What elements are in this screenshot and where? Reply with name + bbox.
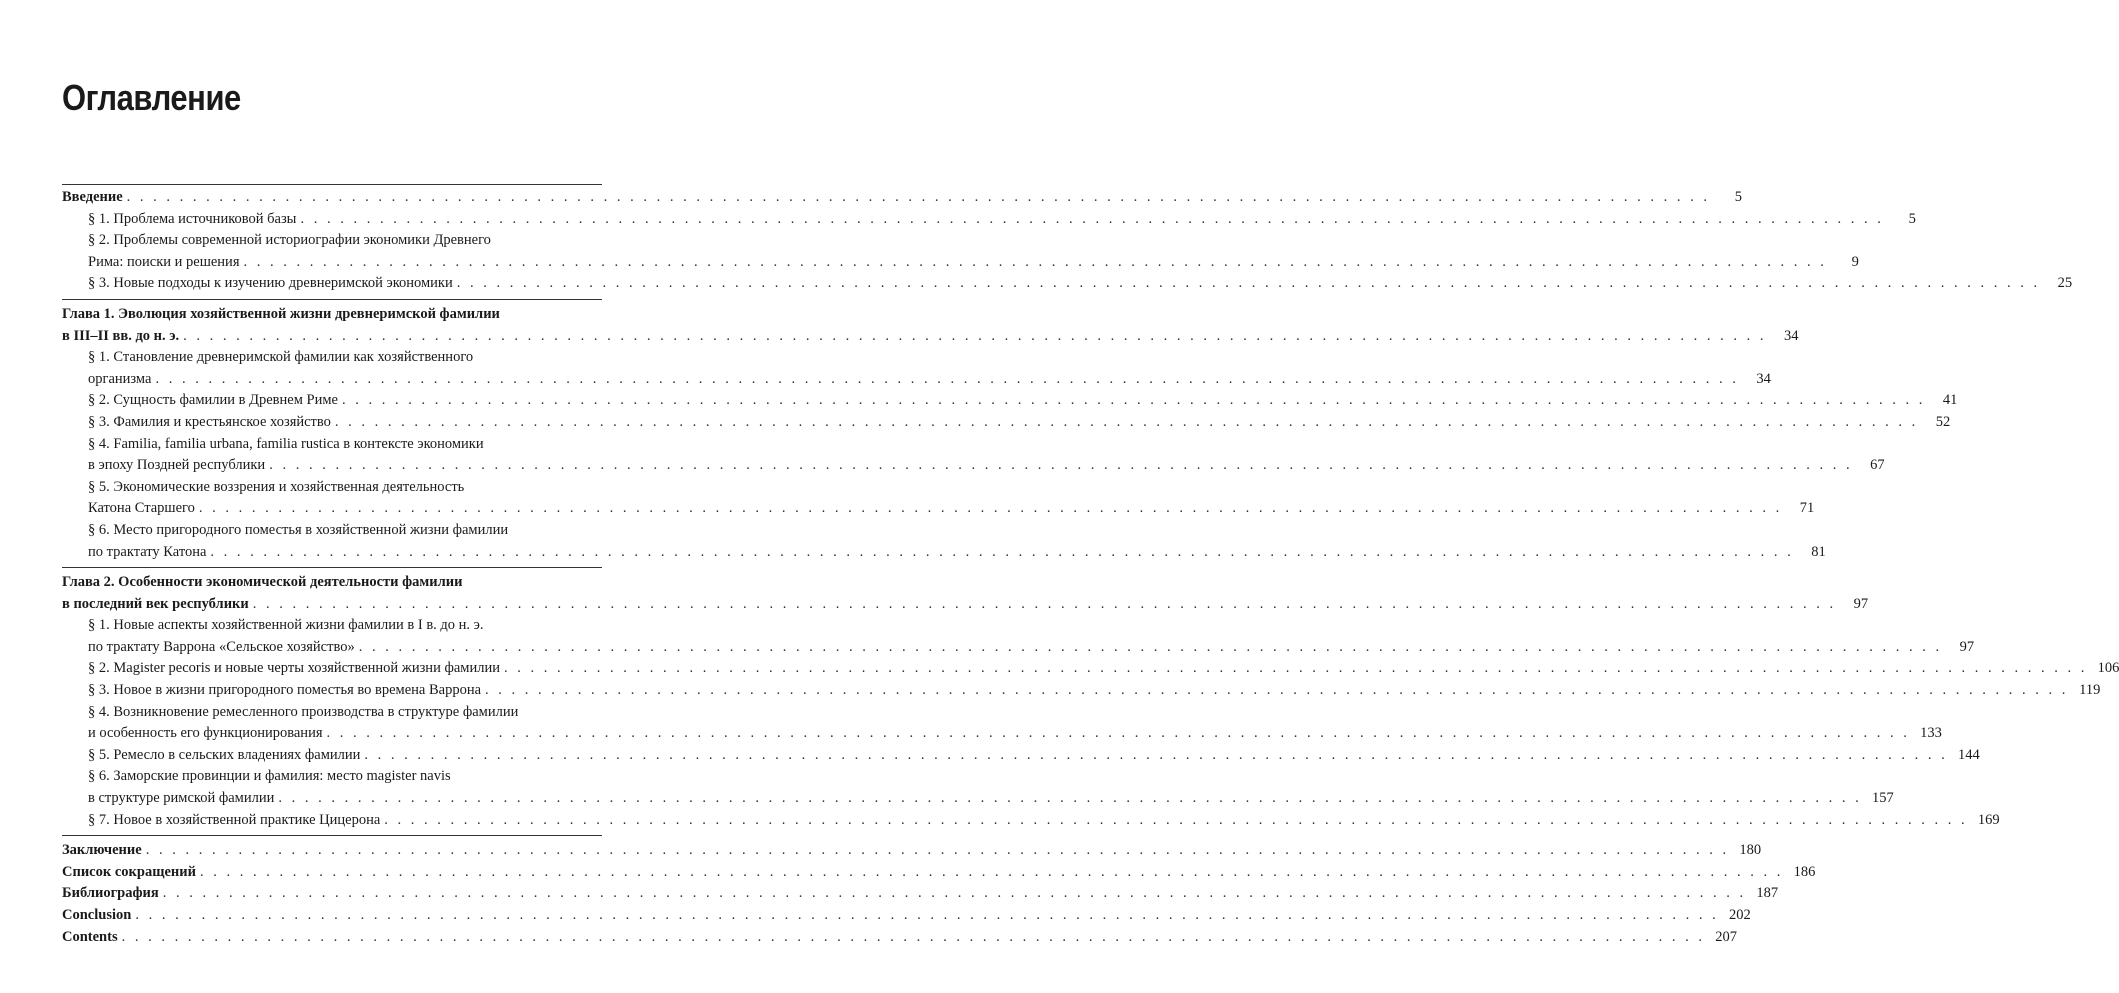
dot-leader: . . . . . . . . . . . . . . . . . . . . . . . . . . . . . . . . . . . . . . . . . . . . . . . . . . . . . . . . . . . . . . . . . . . . . . . . . . . . . . . . . . . . . . . . . . . . . . . . . . . . . . . . . . . . . . . . . . . . . . . .: [300, 210, 1884, 227]
dot-leader: . . . . . . . . . . . . . . . . . . . . . . . . . . . . . . . . . . . . . . . . . . . . . . . . . . . . . . . . . . . . . . . . . . . . . . . . . . . . . . . . . . . . . . . . . . . . . . . . . . . . . . . . . . . . . . . . . . . . . . . .: [135, 907, 1719, 923]
page-number: 34: [1756, 370, 1771, 387]
toc-subentry[interactable]: [62, 658, 2119, 680]
table-of-contents: [62, 187, 2119, 948]
dot-leader: . . . . . . . . . . . . . . . . . . . . . . . . . . . . . . . . . . . . . . . . . . . . . . . . . . . . . . . . . . . . . . . . . . . . . . . . . . . . . . . . . . . . . . . . . . . . . . . . . . . . . . . . . . . . . . . . . . . . . . . .: [126, 189, 1711, 205]
dot-leader: . . . . . . . . . . . . . . . . . . . . . . . . . . . . . . . . . . . . . . . . . . . . . . . . . . . . . . . . . . . . . . . . . . . . . . . . . . . . . . . . . . . . . . . . . . . . . . . . . . . . . . . . . . . . . . . . . . . . . . . .: [121, 928, 1705, 945]
toc-entry-title: § 1. Новые аспекты хозяйственной жизни фамилии в I в. до н. э.: [88, 617, 484, 634]
toc-entry-title: § 2. Проблемы современной историографии экономики Древнего: [88, 232, 491, 249]
dot-leader: . . . . . . . . . . . . . . . . . . . . . . . . . . . . . . . . . . . . . . . . . . . . . . . . . . . . . . . . . . . . . . . . . . . . . . . . . . . . . . . . . . . . . . . . . . . . . . . . . . . . . . . . . . . . . . . . . . . . . . . .: [364, 746, 1948, 763]
dot-leader: . . . . . . . . . . . . . . . . . . . . . . . . . . . . . . . . . . . . . . . . . . . . . . . . . . . . . . . . . . . . . . . . . . . . . . . . . . . . . . . . . . . . . . . . . . . . . . . . . . . . . . . . . . . . . . . . . . . . . . . .: [456, 275, 2041, 292]
toc-subentry[interactable]: [62, 615, 1975, 658]
dot-leader: . . . . . . . . . . . . . . . . . . . . . . . . . . . . . . . . . . . . . . . . . . . . . . . . . . . . . . . . . . . . . . . . . . . . . . . . . . . . . . . . . . . . . . . . . . . . . . . . . . . . . . . . . . . . . . . . . . . . . . . .: [183, 327, 1767, 344]
page-number: 157: [1872, 790, 1894, 807]
toc-entry-title: Contents: [62, 928, 118, 945]
toc-entry-title: § 1. Проблема источниковой базы: [88, 210, 297, 227]
toc-subentry[interactable]: [62, 520, 1826, 563]
toc-subentry[interactable]: [62, 230, 1859, 273]
toc-entry[interactable]: [62, 187, 1743, 209]
toc-entry-title: по трактату Катона: [88, 543, 207, 560]
toc-entry-title: Библиография: [62, 885, 159, 902]
dot-leader: . . . . . . . . . . . . . . . . . . . . . . . . . . . . . . . . . . . . . . . . . . . . . . . . . . . . . . . . . . . . . . . . . . . . . . . . . . . . . . . . . . . . . . . . . . . . . . . . . . . . . . . . . . . . . . . . . . . . . . . .: [485, 682, 2069, 699]
toc-entry[interactable]: [62, 927, 1737, 949]
toc-entry-title: § 2. Magister pecoris и новые черты хозяйственной жизни фамилии: [88, 660, 500, 677]
toc-subentry[interactable]: [62, 412, 1951, 434]
page-number: 106: [2097, 660, 2119, 677]
toc-subentry[interactable]: [62, 434, 1885, 477]
dot-leader: . . . . . . . . . . . . . . . . . . . . . . . . . . . . . . . . . . . . . . . . . . . . . . . . . . . . . . . . . . . . . . . . . . . . . . . . . . . . . . . . . . . . . . . . . . . . . . . . . . . . . . . . . . . . . . . . . . . . . . . .: [358, 638, 1943, 655]
page-number: 25: [2057, 275, 2073, 292]
page-number: 5: [1908, 210, 1916, 227]
toc-entry-title: и особенность его функционирования: [88, 725, 323, 742]
toc-entry-title: § 7. Новое в хозяйственной практике Цицерона: [88, 811, 381, 828]
toc-entry-title: § 3. Новые подходы к изучению древнеримской экономики: [88, 275, 453, 292]
toc-entry-title: в III–II вв. до н. э.: [62, 327, 180, 344]
toc-entry-title: § 3. Новое в жизни пригородного поместья во времена Варрона: [88, 682, 482, 699]
toc-entry-title: § 2. Сущность фамилии в Древнем Риме: [88, 392, 338, 409]
dot-leader: . . . . . . . . . . . . . . . . . . . . . . . . . . . . . . . . . . . . . . . . . . . . . . . . . . . . . . . . . . . . . . . . . . . . . . . . . . . . . . . . . . . . . . . . . . . . . . . . . . . . . . . . . . . . . . . . . . . . . . . .: [384, 811, 1968, 828]
dot-leader: . . . . . . . . . . . . . . . . . . . . . . . . . . . . . . . . . . . . . . . . . . . . . . . . . . . . . . . . . . . . . . . . . . . . . . . . . . . . . . . . . . . . . . . . . . . . . . . . . . . . . . . . . . . . . . . . . . . . . . . .: [162, 885, 1747, 902]
dot-leader: . . . . . . . . . . . . . . . . . . . . . . . . . . . . . . . . . . . . . . . . . . . . . . . . . . . . . . . . . . . . . . . . . . . . . . . . . . . . . . . . . . . . . . . . . . . . . . . . . . . . . . . . . . . . . . . . . . . . . . . .: [341, 392, 1926, 409]
toc-entry-title: Conclusion: [62, 907, 132, 923]
toc-entry[interactable]: [62, 572, 1869, 615]
toc-subentry[interactable]: [62, 810, 2000, 832]
toc-subentry[interactable]: [62, 209, 1916, 231]
section-separator: [62, 299, 602, 300]
page-number: 133: [1920, 725, 1942, 742]
toc-entry[interactable]: [62, 862, 1816, 884]
toc-entry-title: § 5. Экономические воззрения и хозяйственная деятельность: [88, 478, 465, 495]
toc-subentry[interactable]: [62, 745, 1980, 767]
page-number: 186: [1793, 863, 1816, 880]
dot-leader: . . . . . . . . . . . . . . . . . . . . . . . . . . . . . . . . . . . . . . . . . . . . . . . . . . . . . . . . . . . . . . . . . . . . . . . . . . . . . . . . . . . . . . . . . . . . . . . . . . . . . . . . . . . . . . . . . . . . . . . .: [155, 370, 1739, 387]
page-number: 97: [1853, 595, 1869, 612]
top-rule: [62, 184, 602, 185]
dot-leader: . . . . . . . . . . . . . . . . . . . . . . . . . . . . . . . . . . . . . . . . . . . . . . . . . . . . . . . . . . . . . . . . . . . . . . . . . . . . . . . . . . . . . . . . . . . . . . . . . . . . . . . . . . . . . . . . . . . . . . . .: [252, 595, 1837, 612]
dot-leader: . . . . . . . . . . . . . . . . . . . . . . . . . . . . . . . . . . . . . . . . . . . . . . . . . . . . . . . . . . . . . . . . . . . . . . . . . . . . . . . . . . . . . . . . . . . . . . . . . . . . . . . . . . . . . . . . . . . . . . . .: [326, 725, 1910, 742]
page-number: 180: [1739, 842, 1762, 859]
dot-leader: . . . . . . . . . . . . . . . . . . . . . . . . . . . . . . . . . . . . . . . . . . . . . . . . . . . . . . . . . . . . . . . . . . . . . . . . . . . . . . . . . . . . . . . . . . . . . . . . . . . . . . . . . . . . . . . . . . . . . . . .: [278, 790, 1862, 807]
toc-entry-title: в структуре римской фамилии: [88, 790, 275, 807]
toc-subentry[interactable]: [62, 680, 2101, 702]
page-number: 67: [1870, 457, 1885, 474]
toc-entry[interactable]: [62, 883, 1779, 905]
toc-entry[interactable]: [62, 905, 1751, 927]
dot-leader: . . . . . . . . . . . . . . . . . . . . . . . . . . . . . . . . . . . . . . . . . . . . . . . . . . . . . . . . . . . . . . . . . . . . . . . . . . . . . . . . . . . . . . . . . . . . . . . . . . . . . . . . . . . . . . . . . . . . . . . .: [243, 253, 1827, 270]
toc-entry-title: Заключение: [62, 842, 142, 859]
toc-subentry[interactable]: [62, 766, 1894, 809]
page-number: 52: [1935, 413, 1951, 430]
toc-subentry[interactable]: [62, 477, 1815, 520]
dot-leader: . . . . . . . . . . . . . . . . . . . . . . . . . . . . . . . . . . . . . . . . . . . . . . . . . . . . . . . . . . . . . . . . . . . . . . . . . . . . . . . . . . . . . . . . . . . . . . . . . . . . . . . . . . . . . . . . . . . . . . . .: [198, 500, 1783, 517]
toc-subentry[interactable]: [62, 702, 1942, 745]
page-number: 5: [1734, 189, 1743, 205]
toc-entry-title: Глава 2. Особенности экономической деятельности фамилии: [62, 574, 463, 591]
page-number: 81: [1811, 543, 1826, 560]
dot-leader: . . . . . . . . . . . . . . . . . . . . . . . . . . . . . . . . . . . . . . . . . . . . . . . . . . . . . . . . . . . . . . . . . . . . . . . . . . . . . . . . . . . . . . . . . . . . . . . . . . . . . . . . . . . . . . . . . . . . . . . .: [210, 543, 1794, 560]
page-number: 119: [2079, 682, 2101, 699]
toc-entry-title: в последний век республики: [62, 595, 249, 612]
toc-subentry[interactable]: [62, 273, 2073, 295]
dot-leader: . . . . . . . . . . . . . . . . . . . . . . . . . . . . . . . . . . . . . . . . . . . . . . . . . . . . . . . . . . . . . . . . . . . . . . . . . . . . . . . . . . . . . . . . . . . . . . . . . . . . . . . . . . . . . . . . . . . . . . . .: [503, 660, 2088, 677]
dot-leader: . . . . . . . . . . . . . . . . . . . . . . . . . . . . . . . . . . . . . . . . . . . . . . . . . . . . . . . . . . . . . . . . . . . . . . . . . . . . . . . . . . . . . . . . . . . . . . . . . . . . . . . . . . . . . . . . . . . . . . . .: [334, 413, 1919, 430]
toc-subentry[interactable]: [62, 390, 1958, 412]
dot-leader: . . . . . . . . . . . . . . . . . . . . . . . . . . . . . . . . . . . . . . . . . . . . . . . . . . . . . . . . . . . . . . . . . . . . . . . . . . . . . . . . . . . . . . . . . . . . . . . . . . . . . . . . . . . . . . . . . . . . . . . .: [145, 842, 1730, 859]
toc-entry-title: Рима: поиски и решения: [88, 253, 240, 270]
toc-entry-title: в эпоху Поздней республики: [88, 457, 266, 474]
toc-entry-title: § 6. Заморские провинции и фамилия: место magister navis: [88, 768, 451, 785]
page-number: 169: [1977, 811, 2000, 828]
page-number: 144: [1958, 746, 1980, 763]
toc-entry[interactable]: [62, 304, 1799, 347]
page-number: 71: [1799, 500, 1815, 517]
toc-entry-title: § 4. Возникновение ремесленного производства в структуре фамилии: [88, 703, 519, 720]
toc-entry-title: организма: [88, 370, 152, 387]
toc-entry-title: Катона Старшего: [88, 500, 195, 517]
toc-entry-title: § 3. Фамилия и крестьянское хозяйство: [88, 413, 331, 430]
page-number: 34: [1784, 327, 1799, 344]
page-title: Оглавление: [62, 77, 241, 118]
page-number: 187: [1756, 885, 1779, 902]
toc-entry[interactable]: [62, 840, 1762, 862]
toc-entry-title: § 6. Место пригородного поместья в хозяйственной жизни фамилии: [88, 521, 509, 538]
page-number: 207: [1715, 928, 1737, 945]
dot-leader: . . . . . . . . . . . . . . . . . . . . . . . . . . . . . . . . . . . . . . . . . . . . . . . . . . . . . . . . . . . . . . . . . . . . . . . . . . . . . . . . . . . . . . . . . . . . . . . . . . . . . . . . . . . . . . . . . . . . . . . .: [199, 863, 1784, 880]
toc-entry-title: § 4. Familia, familia urbana, familia rustica в контексте экономики: [88, 435, 484, 452]
section-separator: [62, 567, 602, 568]
toc-entry-title: по трактату Варрона «Сельское хозяйство»: [88, 638, 355, 655]
page-number: 9: [1851, 253, 1859, 270]
toc-entry-title: Введение: [62, 189, 123, 205]
dot-leader: . . . . . . . . . . . . . . . . . . . . . . . . . . . . . . . . . . . . . . . . . . . . . . . . . . . . . . . . . . . . . . . . . . . . . . . . . . . . . . . . . . . . . . . . . . . . . . . . . . . . . . . . . . . . . . . . . . . . . . . .: [269, 457, 1853, 474]
toc-entry-title: § 1. Становление древнеримской фамилии как хозяйственного: [88, 349, 474, 366]
toc-subentry[interactable]: [62, 347, 1771, 390]
page-number: 97: [1959, 638, 1975, 655]
section-separator: [62, 835, 602, 836]
toc-entry-title: Глава 1. Эволюция хозяйственной жизни древнеримской фамилии: [62, 305, 500, 322]
toc-entry-title: § 5. Ремесло в сельских владениях фамилии: [88, 746, 361, 763]
page-number: 41: [1942, 392, 1958, 409]
page-number: 202: [1728, 907, 1751, 923]
toc-entry-title: Список сокращений: [62, 863, 196, 880]
